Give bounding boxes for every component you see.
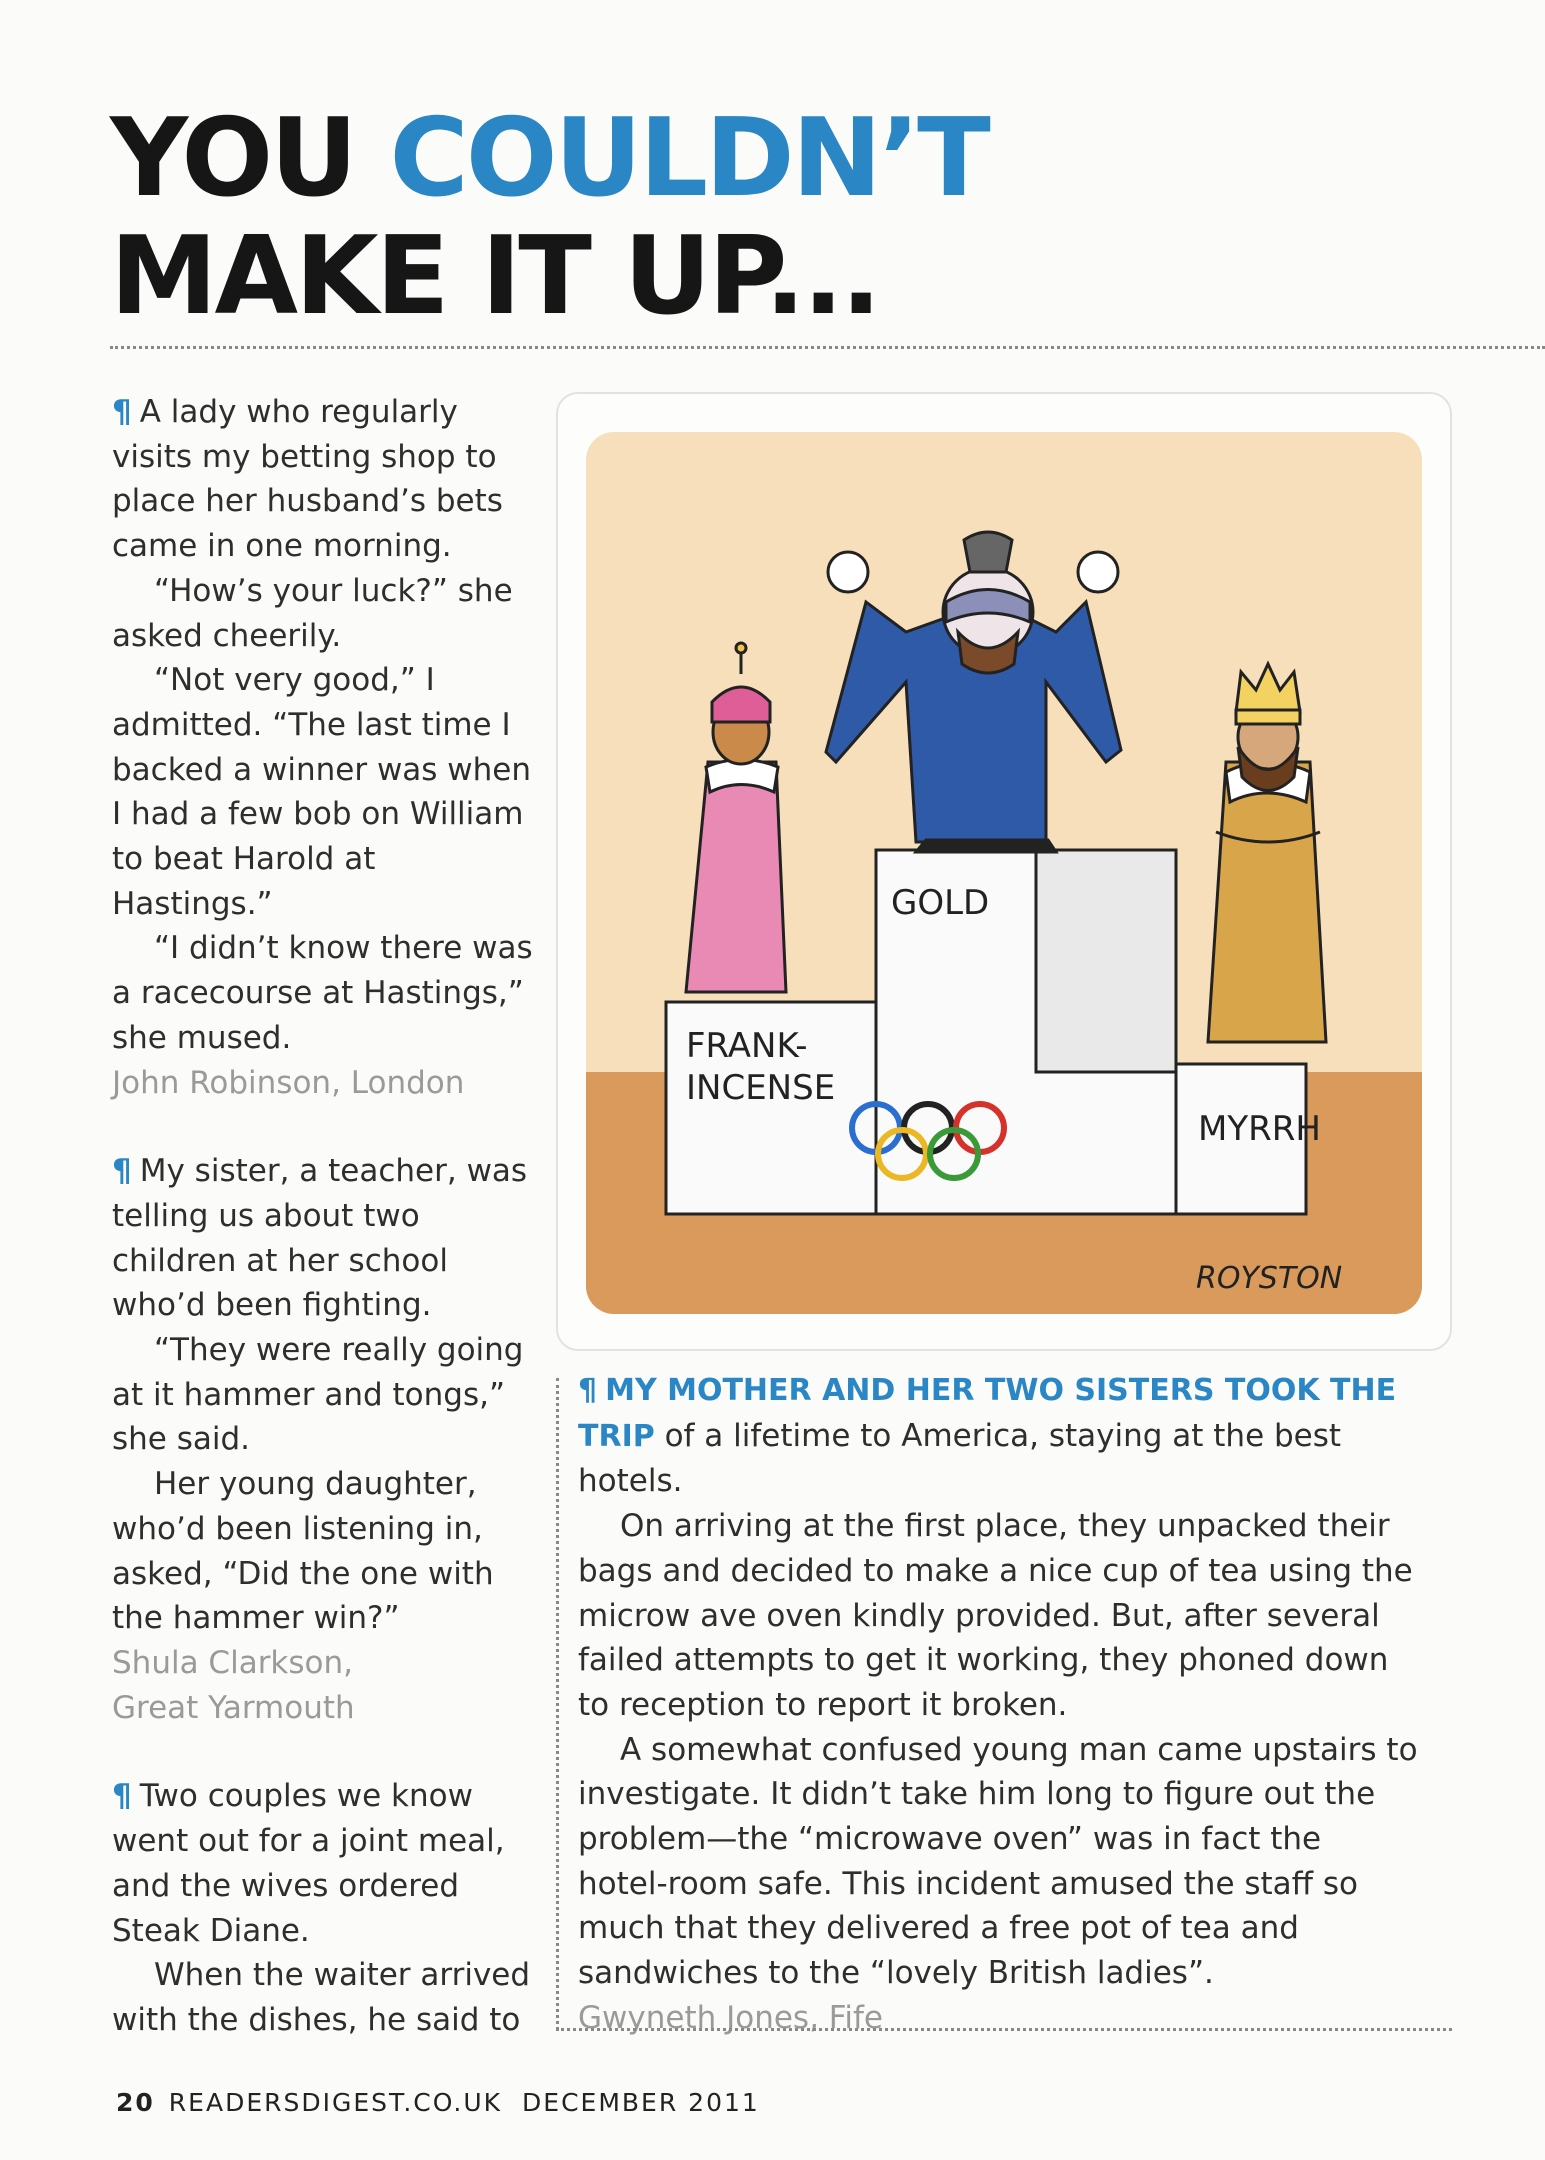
pilcrow-icon: ¶ xyxy=(112,394,132,430)
pilcrow-icon: ¶ xyxy=(112,1153,132,1190)
title-word-you: YOU xyxy=(110,96,390,221)
story-paragraph: Two couples we know went out for a joint meal, and the wives ordered Steak Diane. xyxy=(112,1778,505,1949)
story-border-left xyxy=(556,1378,559,2030)
title-word-couldnt: COULDN’T xyxy=(389,96,988,221)
story-paragraph: A somewhat confused young man came upstairs to investigate. It didn’t take him long to figure out the problem—the “microwave oven” was in fact the hotel-room safe. This incident amused the staff so much that they delivered a free pot of tea and sandwiches to the “lovely British ladies”. xyxy=(578,1731,1418,1992)
story-paragraph: of a lifetime to America, staying at the best hotels. xyxy=(578,1417,1342,1500)
page-number: 20 xyxy=(116,2088,155,2117)
pilcrow-icon: ¶ xyxy=(112,1778,132,1815)
footer-date: DECEMBER 2011 xyxy=(522,2088,760,2117)
story-lead-in: MY MOTHER AND HER TWO SISTERS TOOK THE TRIP xyxy=(578,1373,1397,1454)
story-byline: Great Yarmouth xyxy=(112,1689,355,1726)
story-byline: Shula Clarkson, xyxy=(112,1644,354,1681)
story-paragraph: On arriving at the first place, they unpacked their bags and decided to make a nice cup of tea using the microw ave oven kindly provided. But, after several failed attempts to get it working, they phoned down to reception to report it broken. xyxy=(578,1508,1413,1723)
footer-site: READERSDIGEST.CO.UK xyxy=(168,2088,503,2117)
page-footer xyxy=(116,2088,760,2117)
podium-label-gold: GOLD xyxy=(891,883,990,923)
podium-center-side xyxy=(1036,850,1176,1072)
title-line-2: MAKE IT UP... xyxy=(110,214,879,339)
podium-label-frank: FRANK- xyxy=(686,1026,808,1066)
page-title xyxy=(110,96,1210,339)
pilcrow-icon: ¶ xyxy=(578,1373,598,1408)
story-paragraph: “They were really going at it hammer and tongs,” she said. xyxy=(112,1332,524,1458)
story-betting-shop xyxy=(112,390,542,1105)
cartoon-frame xyxy=(556,392,1452,1351)
headline-divider xyxy=(110,346,1545,349)
story-hotel-safe xyxy=(578,1368,1418,2041)
story-paragraph: “I didn’t know there was a racecourse at Hastings,” she mused. xyxy=(112,930,533,1056)
artist-signature: ROYSTON xyxy=(1196,1261,1343,1296)
story-byline: Gwyneth Jones, Fife xyxy=(578,1999,883,2036)
story-paragraph: When the waiter arrived with the dishes, he said to xyxy=(112,1957,531,2038)
story-paragraph: Her young daughter, who’d been listening in, asked, “Did the one with the hammer win?” xyxy=(112,1466,494,1637)
left-column xyxy=(112,390,542,2087)
story-paragraph: My sister, a teacher, was telling us about two children at her school who’d been fighting. xyxy=(112,1153,528,1324)
story-border-bottom xyxy=(556,2028,1452,2031)
cartoon-illustration xyxy=(586,432,1422,1314)
story-paragraph: A lady who regularly visits my betting shop to place her husband’s bets came in one morning. xyxy=(112,394,503,565)
podium-label-incense: INCENSE xyxy=(686,1068,836,1108)
story-paragraph: “Not very good,” I admitted. “The last time I backed a winner was when I had a few bob on William to beat Harold at Hastings.” xyxy=(112,662,532,922)
story-paragraph: “How’s your luck?” she asked cheerily. xyxy=(112,572,513,654)
story-steak-diane xyxy=(112,1774,542,2042)
story-byline: John Robinson, London xyxy=(112,1064,465,1101)
story-hammer-and-tongs xyxy=(112,1149,542,1730)
podium-label-myrrh: MYRRH xyxy=(1198,1109,1321,1149)
